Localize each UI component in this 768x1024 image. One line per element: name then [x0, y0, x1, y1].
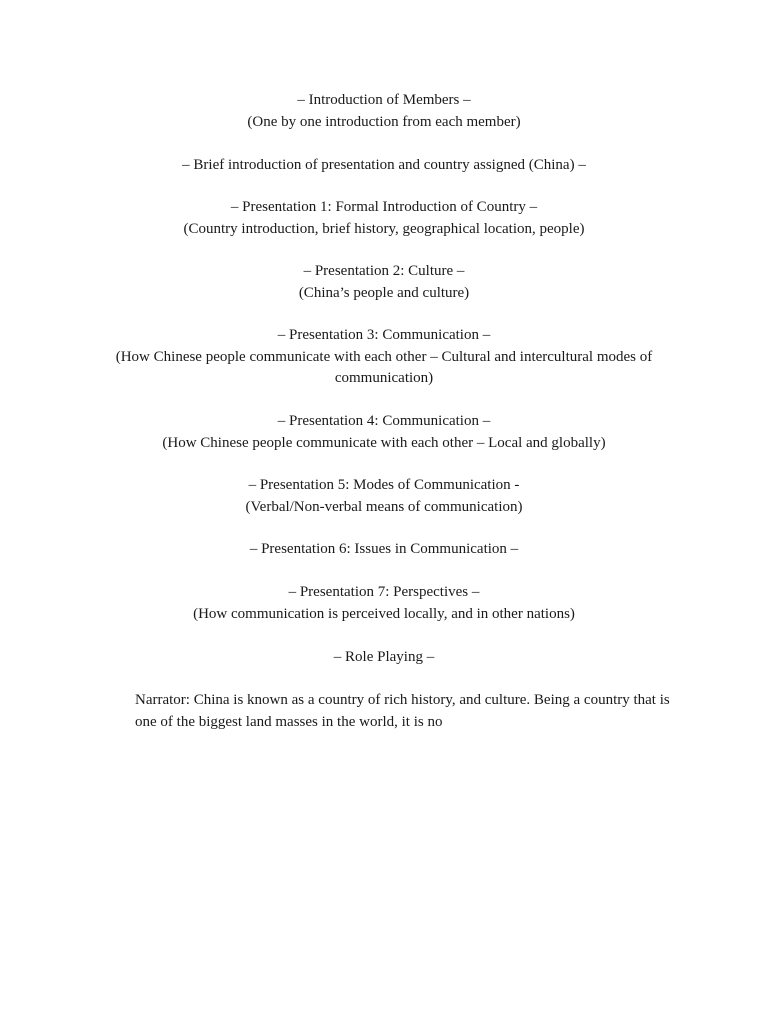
section-heading: – Presentation 3: Communication – [277, 327, 491, 343]
section-introduction-of-members [100, 90, 668, 133]
section-presentation-5 [100, 475, 668, 518]
section-presentation-3 [110, 325, 658, 390]
section-heading: – Brief introduction of presentation and country assigned (China) – [182, 157, 586, 173]
section-heading: – Presentation 7: Perspectives – [288, 584, 480, 600]
section-presentation-1 [100, 197, 668, 240]
narrator-paragraph: Narrator: China is known as a country of rich history, and culture. Being a country that is one of the biggest land masses in the world, it is no [135, 692, 670, 730]
section-heading: – Presentation 2: Culture – [303, 263, 465, 279]
section-heading: – Introduction of Members – [297, 92, 471, 108]
section-presentation-4 [100, 411, 668, 454]
section-presentation-7 [100, 582, 668, 625]
section-presentation-6 [100, 539, 668, 561]
section-role-playing [100, 647, 668, 669]
section-brief-introduction [100, 155, 668, 177]
section-subtitle: (Verbal/Non-verbal means of communication) [245, 498, 523, 515]
section-subtitle: (China’s people and culture) [298, 284, 470, 301]
section-heading: – Presentation 5: Modes of Communication - [248, 477, 520, 493]
section-subtitle: (How Chinese people communicate with each other – Local and globally) [162, 434, 606, 451]
section-heading: – Presentation 1: Formal Introduction of Country – [230, 199, 538, 215]
section-heading: – Presentation 6: Issues in Communication – [249, 541, 519, 557]
section-presentation-2 [100, 261, 668, 304]
section-subtitle: (Country introduction, brief history, geographical location, people) [183, 220, 585, 237]
section-subtitle: (How communication is perceived locally, and in other nations) [193, 605, 575, 622]
section-subtitle: (One by one introduction from each member) [247, 113, 521, 130]
section-subtitle: (How Chinese people communicate with each other – Cultural and intercultural modes of communication) [115, 348, 653, 386]
section-heading: – Role Playing – [333, 649, 435, 665]
section-heading: – Presentation 4: Communication – [277, 413, 491, 429]
